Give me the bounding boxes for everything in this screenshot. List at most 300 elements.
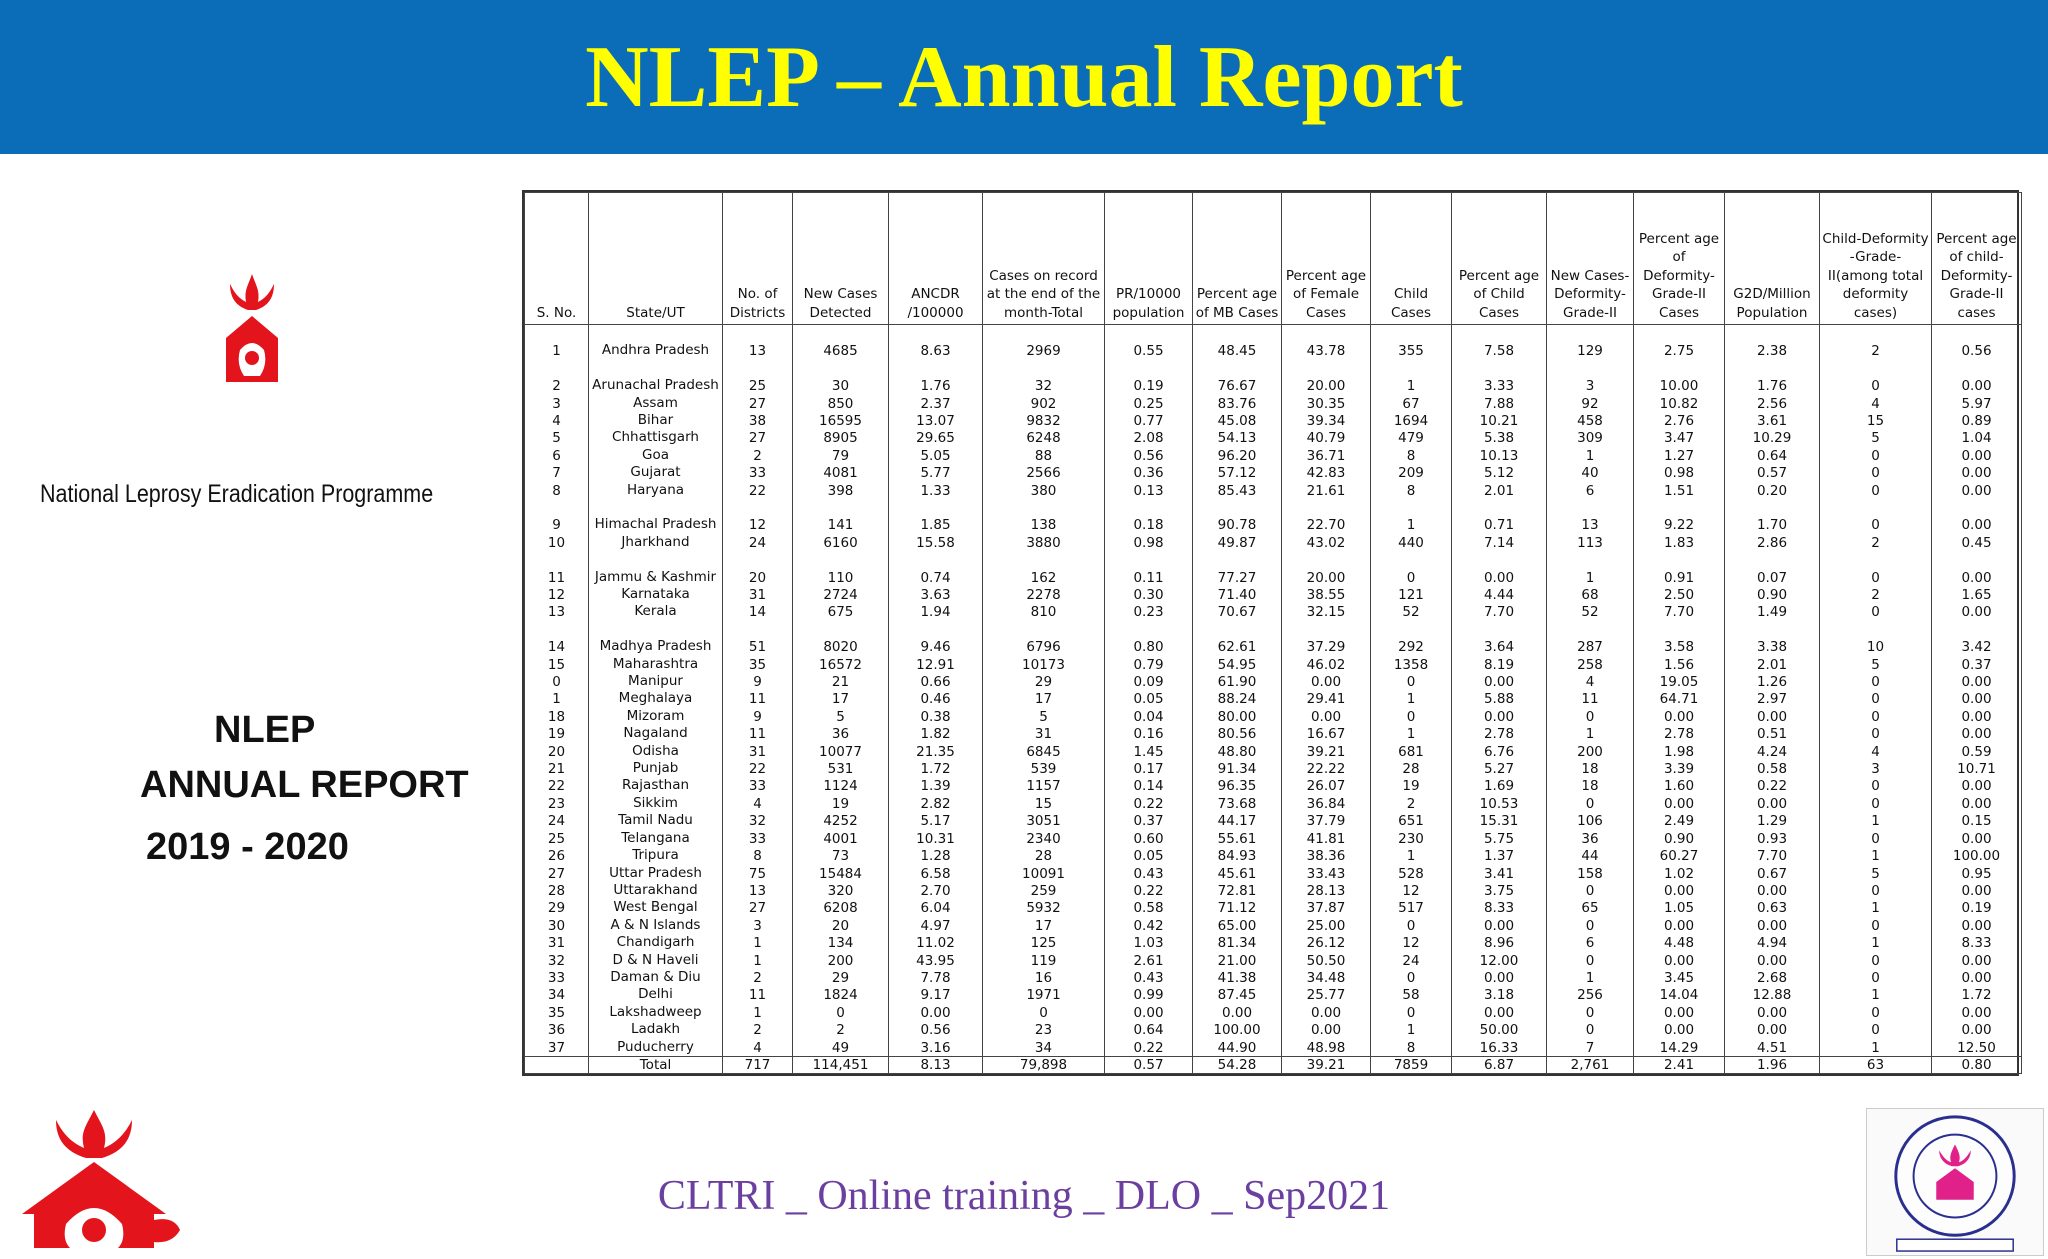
report-table-container <box>522 190 2019 1076</box>
nlep-logo-icon <box>4 1108 184 1254</box>
serial-cell: 36 <box>525 1021 589 1038</box>
value-cell: 0.00 <box>1932 359 2022 394</box>
state-cell: Arunachal Pradesh <box>589 359 723 394</box>
value-cell: 138 <box>983 499 1105 534</box>
value-cell: 0.00 <box>1725 1003 1820 1020</box>
value-cell: 5 <box>793 707 889 724</box>
value-cell: 7.88 <box>1452 394 1547 411</box>
value-cell: 0.22 <box>1105 882 1193 899</box>
value-cell: 30 <box>793 359 889 394</box>
value-cell: 19 <box>1371 777 1452 794</box>
value-cell: 2.01 <box>1452 481 1547 498</box>
value-cell: 0.00 <box>1452 673 1547 690</box>
value-cell: 50.50 <box>1282 951 1371 968</box>
value-cell: 0.99 <box>1105 986 1193 1003</box>
serial-cell: 29 <box>525 899 589 916</box>
value-cell: 0 <box>1820 481 1932 498</box>
value-cell: 0.42 <box>1105 916 1193 933</box>
value-cell: 0.63 <box>1725 899 1820 916</box>
value-cell: 259 <box>983 882 1105 899</box>
table-row <box>525 934 2022 951</box>
serial-cell: 8 <box>525 481 589 498</box>
value-cell: 0.64 <box>1105 1021 1193 1038</box>
value-cell: 209 <box>1371 464 1452 481</box>
report-table <box>524 192 2022 1074</box>
value-cell: 13.07 <box>889 412 983 429</box>
value-cell: 0.90 <box>1725 586 1820 603</box>
value-cell: 10.82 <box>1634 394 1725 411</box>
value-cell: 0.90 <box>1634 829 1725 846</box>
value-cell: 0 <box>1371 916 1452 933</box>
value-cell: 0.14 <box>1105 777 1193 794</box>
state-cell: Delhi <box>589 986 723 1003</box>
value-cell: 57.12 <box>1193 464 1282 481</box>
state-cell: A & N Islands <box>589 916 723 933</box>
table-row <box>525 464 2022 481</box>
total-cell: 0.80 <box>1932 1056 2022 1073</box>
total-cell: 1.96 <box>1725 1056 1820 1073</box>
value-cell: 0.71 <box>1452 499 1547 534</box>
serial-cell: 28 <box>525 882 589 899</box>
value-cell: 0.00 <box>1932 969 2022 986</box>
value-cell: 0 <box>1371 1003 1452 1020</box>
value-cell: 1.02 <box>1634 864 1725 881</box>
value-cell: 20 <box>793 916 889 933</box>
value-cell: 2.78 <box>1634 725 1725 742</box>
value-cell: 0.58 <box>1105 899 1193 916</box>
value-cell: 12 <box>1371 934 1452 951</box>
value-cell: 11 <box>1547 690 1634 707</box>
value-cell: 10173 <box>983 655 1105 672</box>
value-cell: 91.34 <box>1193 760 1282 777</box>
value-cell: 6208 <box>793 899 889 916</box>
value-cell: 0.00 <box>1932 725 2022 742</box>
value-cell: 34 <box>983 1038 1105 1056</box>
state-cell: Odisha <box>589 742 723 759</box>
value-cell: 58 <box>1371 986 1452 1003</box>
value-cell: 25 <box>723 359 793 394</box>
value-cell: 80.00 <box>1193 707 1282 724</box>
table-row <box>525 969 2022 986</box>
value-cell: 0.00 <box>1932 1003 2022 1020</box>
value-cell: 0.00 <box>1932 673 2022 690</box>
serial-cell: 15 <box>525 655 589 672</box>
value-cell: 0 <box>1820 969 1932 986</box>
value-cell: 528 <box>1371 864 1452 881</box>
table-row <box>525 951 2022 968</box>
column-header: Child-Deformity -Grade-II(among total deformity cases) <box>1820 193 1932 325</box>
value-cell: 8.19 <box>1452 655 1547 672</box>
value-cell: 1.33 <box>889 481 983 498</box>
state-cell: Kerala <box>589 603 723 620</box>
value-cell: 87.45 <box>1193 986 1282 1003</box>
value-cell: 11.02 <box>889 934 983 951</box>
value-cell: 355 <box>1371 325 1452 360</box>
value-cell: 11 <box>723 690 793 707</box>
value-cell: 0.00 <box>1725 882 1820 899</box>
column-header: G2D/Million Population <box>1725 193 1820 325</box>
value-cell: 0.00 <box>1634 882 1725 899</box>
value-cell: 0.60 <box>1105 829 1193 846</box>
value-cell: 8 <box>723 847 793 864</box>
table-row <box>525 325 2022 360</box>
value-cell: 76.67 <box>1193 359 1282 394</box>
value-cell: 4.97 <box>889 916 983 933</box>
value-cell: 440 <box>1371 533 1452 550</box>
value-cell: 2.49 <box>1634 812 1725 829</box>
value-cell: 2 <box>1371 794 1452 811</box>
value-cell: 49 <box>793 1038 889 1056</box>
value-cell: 81.34 <box>1193 934 1282 951</box>
value-cell: 46.02 <box>1282 655 1371 672</box>
value-cell: 40.79 <box>1282 429 1371 446</box>
value-cell: 8 <box>1371 446 1452 463</box>
value-cell: 2.38 <box>1725 325 1820 360</box>
table-row <box>525 359 2022 394</box>
value-cell: 10.31 <box>889 829 983 846</box>
value-cell: 71.12 <box>1193 899 1282 916</box>
value-cell: 7.70 <box>1452 603 1547 620</box>
value-cell: 0.00 <box>1634 707 1725 724</box>
state-cell: Assam <box>589 394 723 411</box>
value-cell: 22 <box>723 760 793 777</box>
value-cell: 0.22 <box>1725 777 1820 794</box>
table-row <box>525 690 2022 707</box>
state-cell: Puducherry <box>589 1038 723 1056</box>
serial-cell: 18 <box>525 707 589 724</box>
value-cell: 24 <box>723 533 793 550</box>
value-cell: 0 <box>1547 707 1634 724</box>
value-cell: 4 <box>723 794 793 811</box>
serial-cell: 10 <box>525 533 589 550</box>
value-cell: 12.88 <box>1725 986 1820 1003</box>
value-cell: 539 <box>983 760 1105 777</box>
value-cell: 6248 <box>983 429 1105 446</box>
serial-cell: 12 <box>525 586 589 603</box>
value-cell: 25.00 <box>1282 916 1371 933</box>
value-cell: 65.00 <box>1193 916 1282 933</box>
value-cell: 2.50 <box>1634 586 1725 603</box>
value-cell: 902 <box>983 394 1105 411</box>
value-cell: 5.05 <box>889 446 983 463</box>
value-cell: 0.00 <box>1452 1003 1547 1020</box>
state-cell: West Bengal <box>589 899 723 916</box>
value-cell: 35 <box>723 655 793 672</box>
value-cell: 19 <box>793 794 889 811</box>
value-cell: 88 <box>983 446 1105 463</box>
value-cell: 5.12 <box>1452 464 1547 481</box>
value-cell: 1.51 <box>1634 481 1725 498</box>
value-cell: 33 <box>723 777 793 794</box>
value-cell: 37.79 <box>1282 812 1371 829</box>
value-cell: 100.00 <box>1193 1021 1282 1038</box>
value-cell: 0.00 <box>1282 707 1371 724</box>
value-cell: 1.76 <box>889 359 983 394</box>
value-cell: 6.58 <box>889 864 983 881</box>
value-cell: 3 <box>1820 760 1932 777</box>
value-cell: 1 <box>1547 551 1634 586</box>
value-cell: 3051 <box>983 812 1105 829</box>
column-header: S. No. <box>525 193 589 325</box>
value-cell: 2278 <box>983 586 1105 603</box>
table-row <box>525 986 2022 1003</box>
value-cell: 0.22 <box>1105 1038 1193 1056</box>
value-cell: 0 <box>1820 707 1932 724</box>
value-cell: 1.05 <box>1634 899 1725 916</box>
table-row <box>525 1038 2022 1056</box>
value-cell: 8020 <box>793 620 889 655</box>
value-cell: 28.13 <box>1282 882 1371 899</box>
value-cell: 0.00 <box>1452 551 1547 586</box>
value-cell: 6 <box>1547 481 1634 498</box>
value-cell: 88.24 <box>1193 690 1282 707</box>
value-cell: 8 <box>1371 481 1452 498</box>
serial-cell: 33 <box>525 969 589 986</box>
value-cell: 80.56 <box>1193 725 1282 742</box>
value-cell: 0 <box>1820 951 1932 968</box>
state-cell: Jammu & Kashmir <box>589 551 723 586</box>
value-cell: 15.58 <box>889 533 983 550</box>
value-cell: 3 <box>1547 359 1634 394</box>
state-cell: Tamil Nadu <box>589 812 723 829</box>
serial-cell: 21 <box>525 760 589 777</box>
value-cell: 0 <box>1820 690 1932 707</box>
value-cell: 0.18 <box>1105 499 1193 534</box>
value-cell: 0.64 <box>1725 446 1820 463</box>
table-row <box>525 707 2022 724</box>
table-row <box>525 847 2022 864</box>
value-cell: 0.05 <box>1105 847 1193 864</box>
value-cell: 41.38 <box>1193 969 1282 986</box>
value-cell: 29.65 <box>889 429 983 446</box>
value-cell: 0 <box>1820 499 1932 534</box>
value-cell: 42.83 <box>1282 464 1371 481</box>
value-cell: 36 <box>793 725 889 742</box>
state-cell: Tripura <box>589 847 723 864</box>
value-cell: 27 <box>723 394 793 411</box>
value-cell: 15 <box>983 794 1105 811</box>
column-header: Percent age of Female Cases <box>1282 193 1371 325</box>
value-cell: 0.00 <box>1932 777 2022 794</box>
value-cell: 2 <box>1820 586 1932 603</box>
serial-cell: 11 <box>525 551 589 586</box>
value-cell: 2 <box>793 1021 889 1038</box>
total-cell: 717 <box>723 1056 793 1073</box>
value-cell: 1.60 <box>1634 777 1725 794</box>
value-cell: 83.76 <box>1193 394 1282 411</box>
value-cell: 287 <box>1547 620 1634 655</box>
value-cell: 1.82 <box>889 725 983 742</box>
table-row <box>525 655 2022 672</box>
value-cell: 0 <box>1547 951 1634 968</box>
value-cell: 0 <box>1371 551 1452 586</box>
value-cell: 10091 <box>983 864 1105 881</box>
value-cell: 1.98 <box>1634 742 1725 759</box>
value-cell: 9.46 <box>889 620 983 655</box>
value-cell: 23 <box>983 1021 1105 1038</box>
state-cell: Daman & Diu <box>589 969 723 986</box>
value-cell: 16 <box>983 969 1105 986</box>
serial-cell: 31 <box>525 934 589 951</box>
value-cell: 2.08 <box>1105 429 1193 446</box>
column-header: Percent age of Child Cases <box>1452 193 1547 325</box>
table-row <box>525 742 2022 759</box>
value-cell: 43.02 <box>1282 533 1371 550</box>
value-cell: 292 <box>1371 620 1452 655</box>
table-row <box>525 1021 2022 1038</box>
value-cell: 0.00 <box>1932 794 2022 811</box>
value-cell: 3.42 <box>1932 620 2022 655</box>
value-cell: 37.29 <box>1282 620 1371 655</box>
total-cell: 8.13 <box>889 1056 983 1073</box>
value-cell: 7.58 <box>1452 325 1547 360</box>
value-cell: 1.56 <box>1634 655 1725 672</box>
value-cell: 38.36 <box>1282 847 1371 864</box>
value-cell: 15.31 <box>1452 812 1547 829</box>
value-cell: 40 <box>1547 464 1634 481</box>
value-cell: 0.23 <box>1105 603 1193 620</box>
value-cell: 0.00 <box>1725 916 1820 933</box>
serial-cell: 5 <box>525 429 589 446</box>
serial-cell: 1 <box>525 325 589 360</box>
value-cell: 1.70 <box>1725 499 1820 534</box>
value-cell: 0.19 <box>1105 359 1193 394</box>
value-cell: 12 <box>1371 882 1452 899</box>
value-cell: 129 <box>1547 325 1634 360</box>
value-cell: 0.09 <box>1105 673 1193 690</box>
value-cell: 1.27 <box>1634 446 1725 463</box>
value-cell: 9.22 <box>1634 499 1725 534</box>
value-cell: 258 <box>1547 655 1634 672</box>
value-cell: 22.22 <box>1282 760 1371 777</box>
serial-cell: 32 <box>525 951 589 968</box>
state-cell: Madhya Pradesh <box>589 620 723 655</box>
total-cell: 0.57 <box>1105 1056 1193 1073</box>
table-row <box>525 499 2022 534</box>
value-cell: 1 <box>1371 690 1452 707</box>
state-cell: Ladakh <box>589 1021 723 1038</box>
value-cell: 31 <box>983 725 1105 742</box>
value-cell: 1.83 <box>1634 533 1725 550</box>
value-cell: 0.19 <box>1932 899 2022 916</box>
table-row <box>525 551 2022 586</box>
value-cell: 0 <box>1820 916 1932 933</box>
value-cell: 0.77 <box>1105 412 1193 429</box>
state-cell: Nagaland <box>589 725 723 742</box>
table-row <box>525 916 2022 933</box>
value-cell: 73.68 <box>1193 794 1282 811</box>
value-cell: 55.61 <box>1193 829 1282 846</box>
value-cell: 5 <box>983 707 1105 724</box>
value-cell: 0.00 <box>1634 1003 1725 1020</box>
value-cell: 0.00 <box>1634 794 1725 811</box>
state-cell: Manipur <box>589 673 723 690</box>
table-row <box>525 725 2022 742</box>
value-cell: 50.00 <box>1452 1021 1547 1038</box>
value-cell: 0.00 <box>1932 446 2022 463</box>
nlep-logo-icon <box>220 272 284 388</box>
table-row <box>525 829 2022 846</box>
value-cell: 60.27 <box>1634 847 1725 864</box>
value-cell: 36.71 <box>1282 446 1371 463</box>
value-cell: 1 <box>1371 847 1452 864</box>
value-cell: 0.95 <box>1932 864 2022 881</box>
value-cell: 85.43 <box>1193 481 1282 498</box>
value-cell: 1.76 <box>1725 359 1820 394</box>
value-cell: 1.37 <box>1452 847 1547 864</box>
value-cell: 531 <box>793 760 889 777</box>
value-cell: 10.71 <box>1932 760 2022 777</box>
state-cell: Haryana <box>589 481 723 498</box>
value-cell: 4 <box>1820 742 1932 759</box>
value-cell: 12.91 <box>889 655 983 672</box>
table-header-row <box>525 193 2022 325</box>
value-cell: 16572 <box>793 655 889 672</box>
value-cell: 5.97 <box>1932 394 2022 411</box>
value-cell: 810 <box>983 603 1105 620</box>
total-cell: 79,898 <box>983 1056 1105 1073</box>
value-cell: 2566 <box>983 464 1105 481</box>
table-row <box>525 673 2022 690</box>
serial-cell: 1 <box>525 690 589 707</box>
value-cell: 1 <box>1547 969 1634 986</box>
state-cell: Mizoram <box>589 707 723 724</box>
value-cell: 48.80 <box>1193 742 1282 759</box>
cltri-seal-icon <box>1866 1108 2044 1256</box>
value-cell: 0.07 <box>1725 551 1820 586</box>
value-cell: 0 <box>1547 882 1634 899</box>
column-header: Child Cases <box>1371 193 1452 325</box>
value-cell: 1.29 <box>1725 812 1820 829</box>
table-row <box>525 586 2022 603</box>
value-cell: 44 <box>1547 847 1634 864</box>
table-row <box>525 429 2022 446</box>
value-cell: 1.72 <box>889 760 983 777</box>
value-cell: 0.30 <box>1105 586 1193 603</box>
value-cell: 1 <box>1371 359 1452 394</box>
value-cell: 7.70 <box>1725 847 1820 864</box>
value-cell: 0 <box>1820 359 1932 394</box>
value-cell: 200 <box>1547 742 1634 759</box>
value-cell: 1 <box>723 934 793 951</box>
table-row <box>525 394 2022 411</box>
value-cell: 3.45 <box>1634 969 1725 986</box>
value-cell: 100.00 <box>1932 847 2022 864</box>
state-cell: Meghalaya <box>589 690 723 707</box>
value-cell: 20 <box>723 551 793 586</box>
value-cell: 1 <box>1820 934 1932 951</box>
value-cell: 96.20 <box>1193 446 1282 463</box>
value-cell: 0.00 <box>1725 707 1820 724</box>
value-cell: 0 <box>793 1003 889 1020</box>
value-cell: 4.94 <box>1725 934 1820 951</box>
value-cell: 41.81 <box>1282 829 1371 846</box>
serial-cell: 7 <box>525 464 589 481</box>
value-cell: 0.67 <box>1725 864 1820 881</box>
value-cell: 7.78 <box>889 969 983 986</box>
state-cell: Lakshadweep <box>589 1003 723 1020</box>
value-cell: 651 <box>1371 812 1452 829</box>
value-cell: 125 <box>983 934 1105 951</box>
value-cell: 0 <box>1820 725 1932 742</box>
value-cell: 0.20 <box>1725 481 1820 498</box>
value-cell: 0.56 <box>1105 446 1193 463</box>
state-cell: Rajasthan <box>589 777 723 794</box>
value-cell: 2.86 <box>1725 533 1820 550</box>
value-cell: 1.65 <box>1932 586 2022 603</box>
value-cell: 10.53 <box>1452 794 1547 811</box>
state-cell: Chhattisgarh <box>589 429 723 446</box>
